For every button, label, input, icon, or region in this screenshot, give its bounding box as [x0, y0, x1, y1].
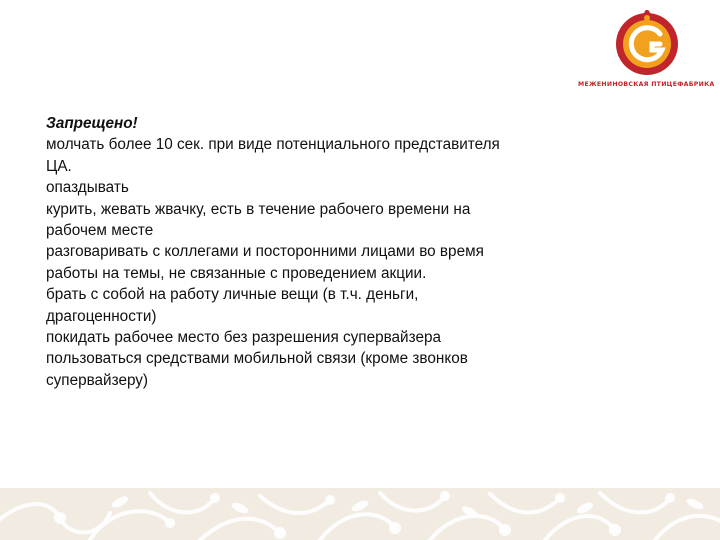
text-line: опаздывать	[46, 179, 129, 197]
prohibitions-text	[46, 113, 606, 391]
text-line: драгоценности)	[46, 307, 157, 325]
text-line: курить, жевать жвачку, есть в течение рабочего времени на	[46, 200, 471, 218]
text-line: рабочем месте	[46, 222, 154, 240]
company-logo	[578, 10, 716, 88]
text-line: молчать более 10 сек. при виде потенциального представителя	[46, 136, 500, 154]
text-line: ЦА.	[46, 157, 72, 175]
text-line: супервайзеру)	[46, 371, 149, 389]
text-line: пользоваться средствами мобильной связи (кроме звонков	[46, 350, 468, 368]
g-letter-logo-icon	[612, 10, 682, 78]
text-line: работы на темы, не связанные с проведением акции.	[46, 264, 427, 282]
text-line: брать с собой на работу личные вещи (в т.ч. деньги,	[46, 286, 419, 304]
heading: Запрещено!	[46, 115, 138, 132]
text-line: разговаривать с коллегами и посторонними лицами во время	[46, 243, 484, 261]
company-logo-text: МЕЖЕНИНОВСКАЯ ПТИЦЕФАБРИКА	[578, 81, 715, 88]
floral-ornament-band	[0, 488, 720, 540]
floral-ornament-icon	[0, 488, 720, 540]
text-line: покидать рабочее место без разрешения супервайзера	[46, 329, 441, 347]
